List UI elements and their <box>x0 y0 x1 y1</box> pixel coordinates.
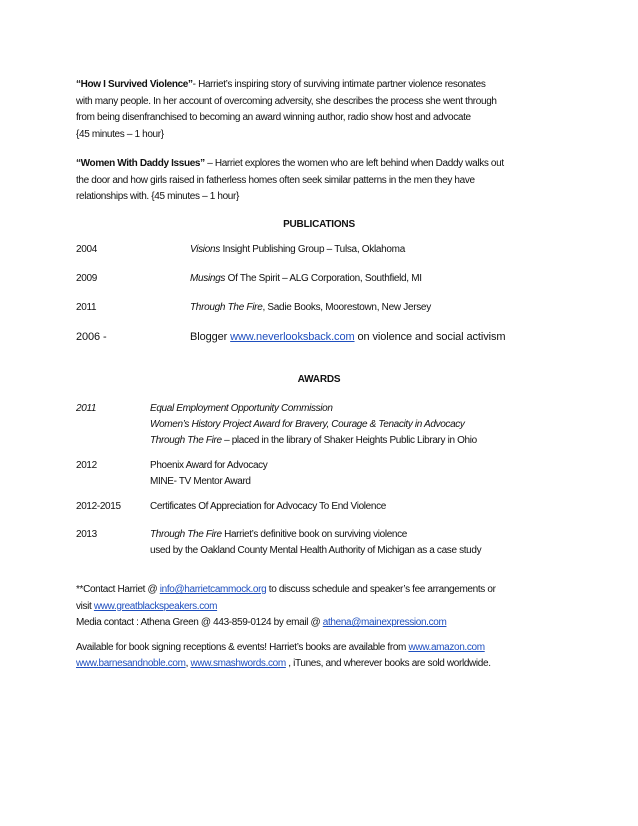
media-email-link[interactable]: athena@mainexpression.com <box>322 617 447 628</box>
talk-title: “Women With Daddy Issues” <box>76 158 205 169</box>
award-year: 2012-2015 <box>76 501 121 512</box>
talk-text: with many people. In her account of overcoming adversity, she describes the process she went through <box>76 95 497 107</box>
contact-text: Media contact : Athena Green @ 443-859-0124 by email @ <box>76 617 323 628</box>
award-line: – placed in the library of Shaker Heights Public Library in Ohio <box>221 435 477 446</box>
talk-text: the door and how girls raised in fatherless homes often seek similar patterns in the men they have <box>76 174 475 186</box>
smashwords-link[interactable]: www.smashwords.com <box>190 658 286 669</box>
award-year: 2011 <box>76 403 97 414</box>
award-line: Phoenix Award for Advocacy <box>150 460 268 471</box>
award-line: used by the Oakland County Mental Health Authority of Michigan as a case study <box>150 545 482 556</box>
award-line: Women’s History Project Award for Bravery, Courage & Tenacity in Advocacy <box>150 419 465 430</box>
award-line: MINE- TV Mentor Award <box>150 476 251 487</box>
blog-link[interactable]: www.neverlooksback.com <box>230 331 355 343</box>
publication-title: Musings <box>190 273 226 284</box>
talk-text: - Harriet’s inspiring story of surviving intimate partner violence resonates <box>192 79 486 90</box>
award-line: Equal Employment Opportunity Commission <box>150 403 333 414</box>
blog-year: 2006 - <box>76 331 107 343</box>
barnesandnoble-link[interactable]: www.barnesandnoble.com <box>76 658 186 669</box>
talk-how-i-survived <box>76 77 566 143</box>
award-book-title: Through The Fire <box>150 435 222 446</box>
publication-year: 2011 <box>76 302 97 313</box>
awards-heading: AWARDS <box>297 374 341 385</box>
publication-publisher: Of The Spirit – ALG Corporation, Southfield, MI <box>225 273 422 284</box>
publication-publisher: Insight Publishing Group – Tulsa, Oklahoma <box>219 244 405 255</box>
contact-text: **Contact Harriet @ <box>76 584 160 595</box>
award-year: 2013 <box>76 529 97 540</box>
separator-text: , <box>185 658 191 669</box>
publication-year: 2009 <box>76 273 98 284</box>
award-line: Harriet’s definitive book on surviving violence <box>221 529 407 540</box>
talk-text: – Harriet explores the women who are left behind when Daddy walks out <box>204 158 504 169</box>
blog-prefix: Blogger <box>190 331 231 343</box>
contact-email-link[interactable]: info@harrietcammock.org <box>159 584 267 595</box>
availability-text: Available for book signing receptions & events! Harriet’s books are available from <box>76 641 409 653</box>
availability-text: , iTunes, and wherever books are sold worldwide. <box>285 658 491 669</box>
amazon-link[interactable]: www.amazon.com <box>408 641 485 653</box>
speakers-link[interactable]: www.greatblackspeakers.com <box>93 600 218 612</box>
award-line: Certificates Of Appreciation for Advocacy To End Violence <box>150 501 386 512</box>
talk-text: from being disenfranchised to becoming an award winning author, radio show host and advocate <box>76 112 471 123</box>
publication-publisher: , Sadie Books, Moorestown, New Jersey <box>262 302 431 313</box>
publication-year: 2004 <box>76 244 98 255</box>
award-year: 2012 <box>76 460 97 471</box>
contact-text: to discuss schedule and speaker’s fee arrangements or <box>266 584 496 595</box>
talk-text: relationships with. {45 minutes – 1 hour} <box>76 191 239 202</box>
award-book-title: Through The Fire <box>150 529 222 540</box>
publication-title: Visions <box>190 244 220 255</box>
publications-heading: PUBLICATIONS <box>283 219 355 230</box>
talk-duration: {45 minutes – 1 hour} <box>76 128 164 140</box>
contact-section <box>76 582 576 673</box>
talk-title: “How I Survived Violence” <box>76 79 193 90</box>
blog-suffix: on violence and social activism <box>354 331 506 343</box>
contact-text: visit <box>76 600 94 612</box>
talk-women-daddy-issues <box>76 156 566 206</box>
publication-title: Through The Fire <box>190 302 263 313</box>
